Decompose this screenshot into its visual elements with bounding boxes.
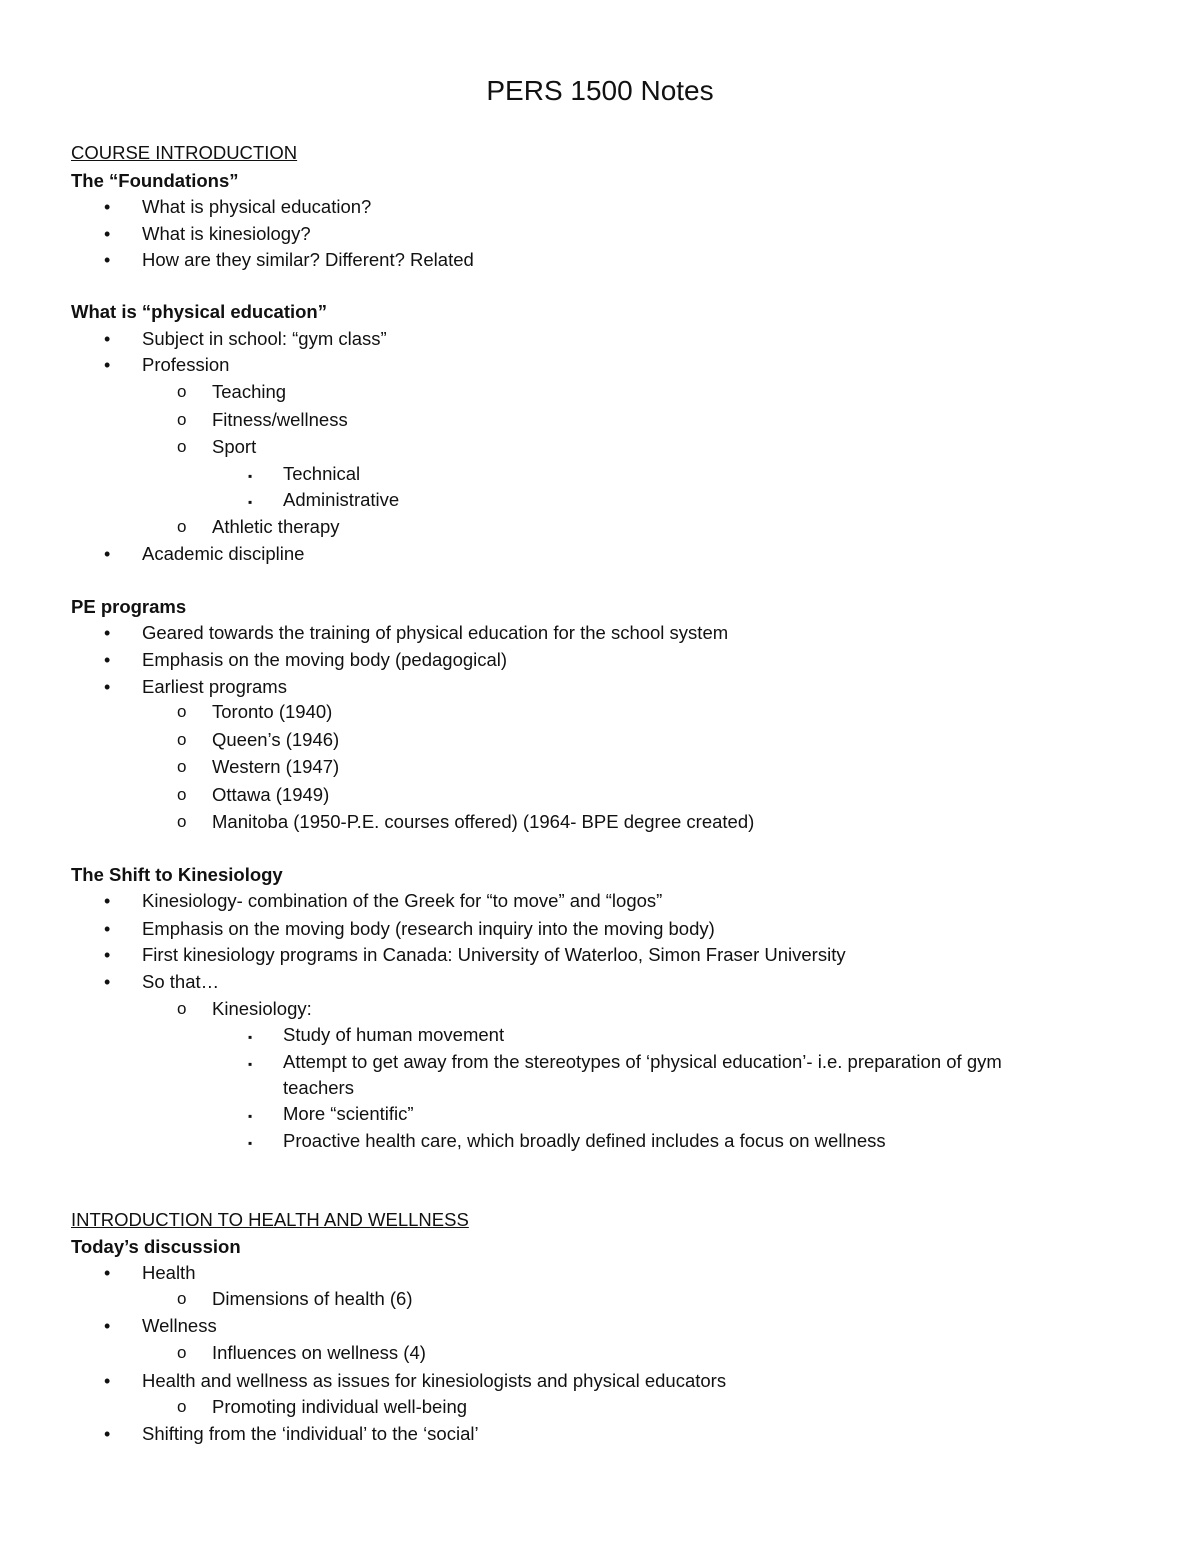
- circle-bullet-icon: o: [177, 1289, 187, 1308]
- circle-bullet-icon: o: [177, 1397, 187, 1416]
- list-item: Technical: [283, 463, 361, 484]
- bullet-icon: •: [104, 250, 111, 270]
- list-item: Subject in school: “gym class”: [142, 328, 387, 349]
- list-item: More “scientific”: [283, 1103, 414, 1124]
- list-item: Manitoba (1950-P.E. courses offered) (1964- BPE degree created): [212, 811, 755, 832]
- list-item: Proactive health care, which broadly defined includes a focus on wellness: [283, 1130, 886, 1151]
- bullet-icon: •: [104, 197, 111, 217]
- list-item: Sport: [212, 436, 257, 457]
- list-item: So that…: [142, 971, 220, 992]
- section-title: COURSE INTRODUCTION: [71, 142, 298, 163]
- list-item: Earliest programs: [142, 676, 287, 697]
- list-item: Administrative: [283, 489, 400, 510]
- bullet-icon: •: [104, 891, 111, 911]
- bullet-icon: •: [104, 972, 111, 992]
- list-item: Emphasis on the moving body (pedagogical): [142, 649, 508, 670]
- square-bullet-icon: ▪: [248, 1030, 253, 1044]
- list-item: Attempt to get away from the stereotypes of ‘physical education’- i.e. preparation of gym: [283, 1051, 1002, 1072]
- list-item: Profession: [142, 354, 230, 375]
- bullet-icon: •: [104, 677, 111, 697]
- list-item: Health and wellness as issues for kinesiologists and physical educators: [142, 1370, 727, 1391]
- bullet-icon: •: [104, 1424, 111, 1444]
- bullet-icon: •: [104, 544, 111, 564]
- circle-bullet-icon: o: [177, 757, 187, 776]
- list-item: Wellness: [142, 1315, 217, 1336]
- subsection-heading: What is “physical education”: [71, 301, 327, 322]
- bullet-icon: •: [104, 355, 111, 375]
- subsection-heading: PE programs: [71, 596, 187, 617]
- bullet-icon: •: [104, 1371, 111, 1391]
- circle-bullet-icon: o: [177, 812, 187, 831]
- list-item: How are they similar? Different? Related: [142, 249, 474, 270]
- bullet-icon: •: [104, 919, 111, 939]
- square-bullet-icon: ▪: [248, 1057, 253, 1071]
- subsection-heading: The “Foundations”: [71, 170, 239, 191]
- bullet-icon: •: [104, 623, 111, 643]
- list-item: Kinesiology- combination of the Greek for “to move” and “logos”: [142, 890, 663, 911]
- bullet-icon: •: [104, 329, 111, 349]
- square-bullet-icon: ▪: [248, 495, 253, 509]
- subsection-heading: Today’s discussion: [71, 1236, 241, 1257]
- page-title: PERS 1500 Notes: [486, 75, 714, 106]
- list-item: Toronto (1940): [212, 701, 333, 722]
- bullet-icon: •: [104, 1316, 111, 1336]
- list-item: Influences on wellness (4): [212, 1342, 426, 1363]
- bullet-icon: •: [104, 945, 111, 965]
- list-item: Athletic therapy: [212, 516, 340, 537]
- list-item: Fitness/wellness: [212, 409, 348, 430]
- list-item: Ottawa (1949): [212, 784, 330, 805]
- bullet-icon: •: [104, 650, 111, 670]
- bullet-icon: •: [104, 1263, 111, 1283]
- bullet-icon: •: [104, 224, 111, 244]
- section-title: INTRODUCTION TO HEALTH AND WELLNESS: [71, 1209, 469, 1230]
- square-bullet-icon: ▪: [248, 1136, 253, 1150]
- list-item: Shifting from the ‘individual’ to the ‘social’: [142, 1423, 479, 1444]
- list-item: Promoting individual well-being: [212, 1396, 468, 1417]
- circle-bullet-icon: o: [177, 1343, 187, 1362]
- list-item: What is physical education?: [142, 196, 372, 217]
- list-item: Teaching: [212, 381, 287, 402]
- list-item: Emphasis on the moving body (research inquiry into the moving body): [142, 918, 715, 939]
- list-item: Geared towards the training of physical education for the school system: [142, 622, 729, 643]
- circle-bullet-icon: o: [177, 730, 187, 749]
- list-item: Queen’s (1946): [212, 729, 340, 750]
- list-item: teachers: [283, 1077, 354, 1098]
- circle-bullet-icon: o: [177, 517, 187, 536]
- circle-bullet-icon: o: [177, 437, 187, 456]
- list-item: What is kinesiology?: [142, 223, 311, 244]
- list-item: Kinesiology:: [212, 998, 312, 1019]
- square-bullet-icon: ▪: [248, 469, 253, 483]
- list-item: Western (1947): [212, 756, 340, 777]
- circle-bullet-icon: o: [177, 410, 187, 429]
- list-item: Health: [142, 1262, 196, 1283]
- circle-bullet-icon: o: [177, 785, 187, 804]
- subsection-heading: The Shift to Kinesiology: [71, 864, 283, 885]
- circle-bullet-icon: o: [177, 382, 187, 401]
- circle-bullet-icon: o: [177, 999, 187, 1018]
- list-item: Study of human movement: [283, 1024, 505, 1045]
- list-item: Dimensions of health (6): [212, 1288, 413, 1309]
- circle-bullet-icon: o: [177, 702, 187, 721]
- square-bullet-icon: ▪: [248, 1109, 253, 1123]
- list-item: First kinesiology programs in Canada: University of Waterloo, Simon Fraser University: [142, 944, 846, 965]
- list-item: Academic discipline: [142, 543, 305, 564]
